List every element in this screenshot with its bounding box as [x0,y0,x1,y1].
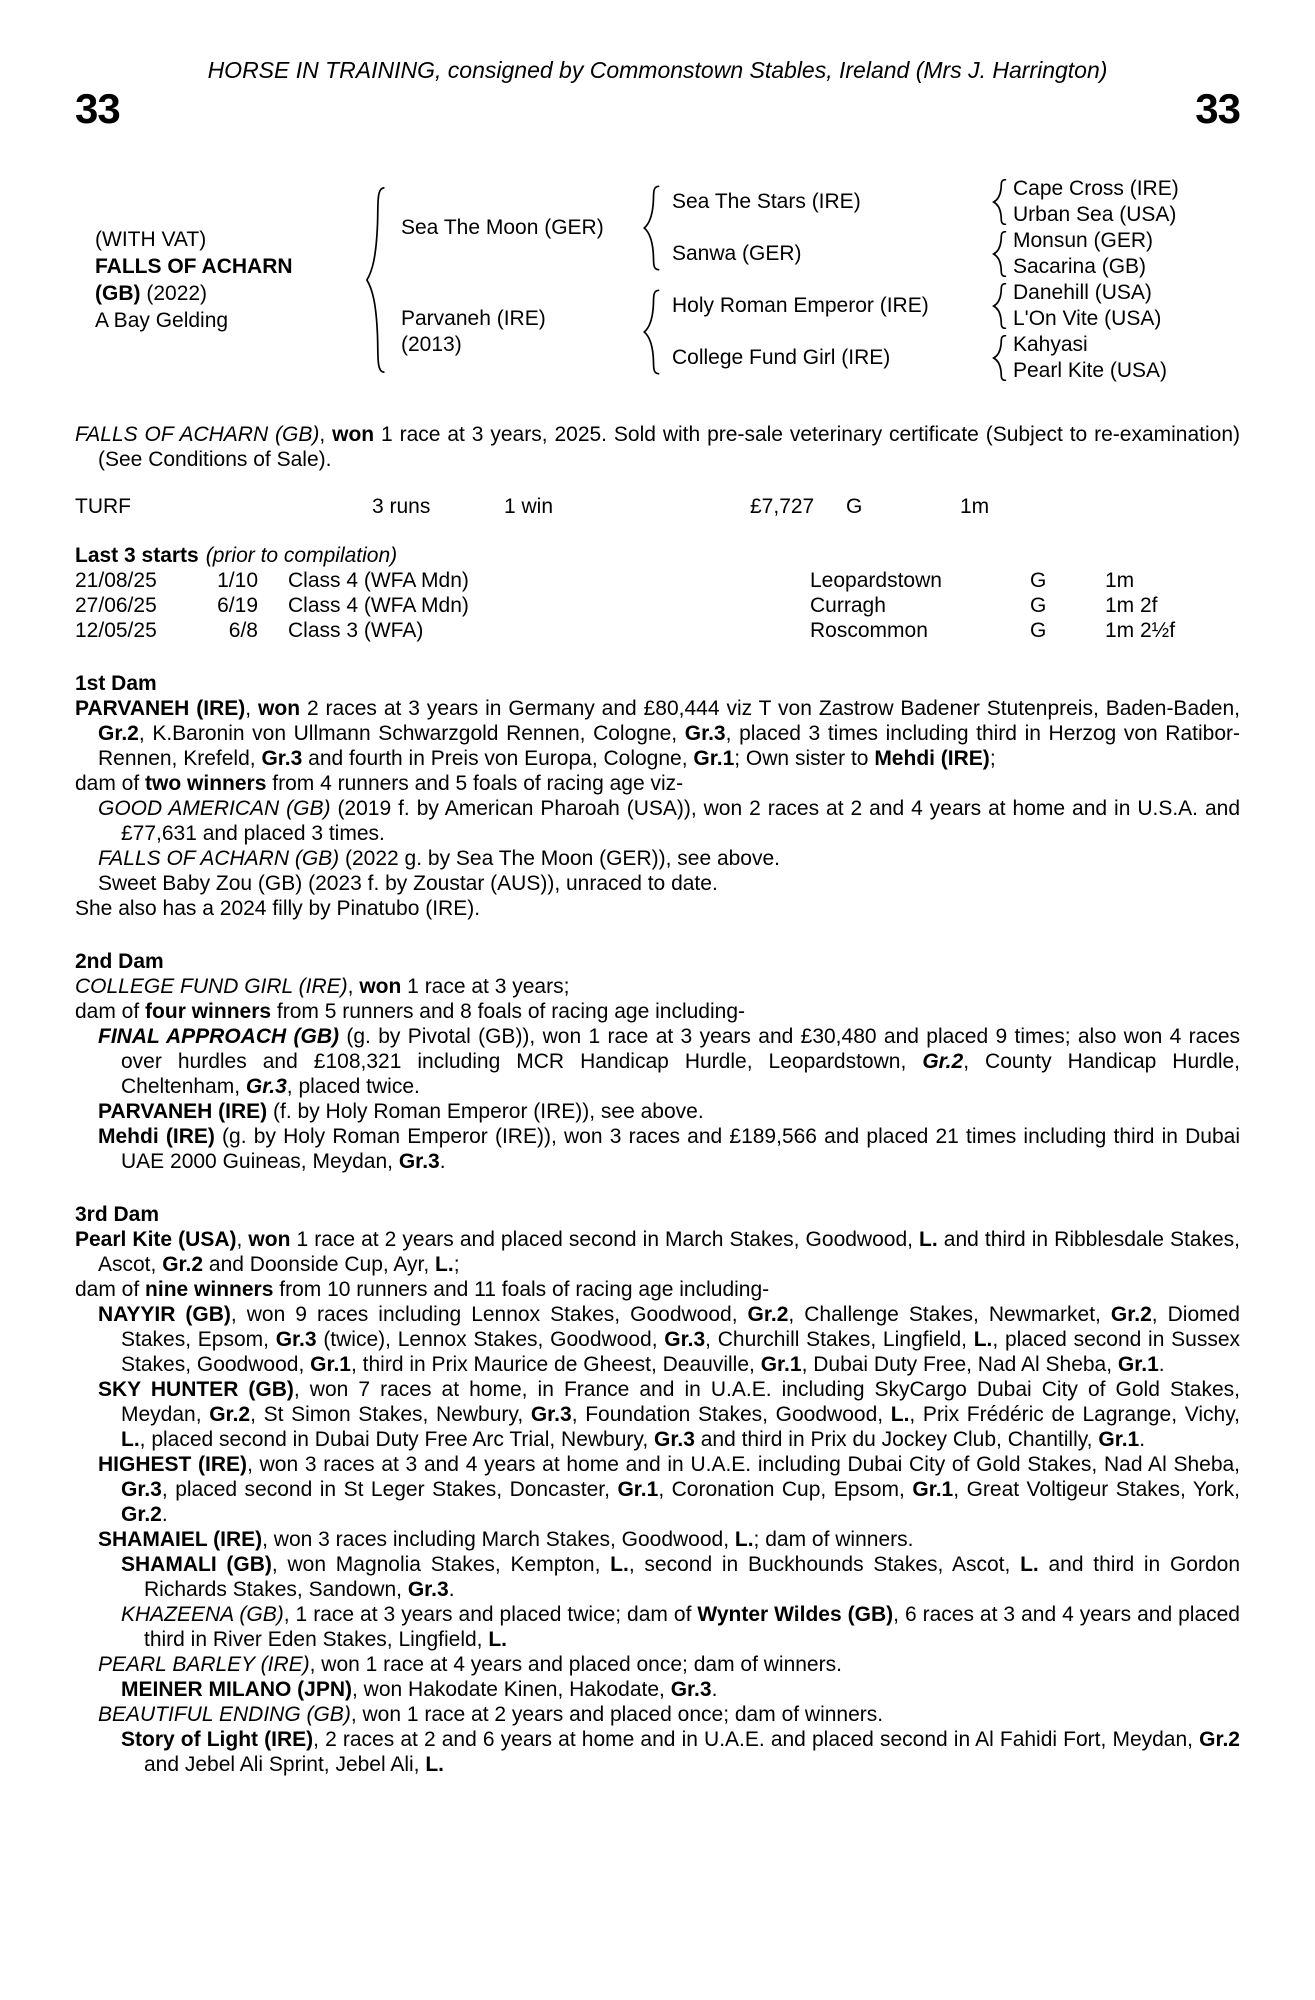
pedigree-brace-sire-sire [991,179,1009,225]
pedigree-brace-gen1 [363,185,389,375]
sire-dam-quarter [663,228,1179,280]
lot-number-row [75,85,1240,132]
progeny-entry: Sweet Baby Zou (GB) (2023 f. by Zoustar (AUS)), unraced to date. [98,872,718,895]
going: G [1030,594,1047,617]
distance-value: 1m [960,495,990,518]
ancestor-name: Pearl Kite (USA) [1013,359,1168,382]
dam-half [389,280,1179,384]
progeny-entry: FINAL APPROACH (GB) (g. by Pivotal (GB)), won 1 race at 3 years and £30,480 and placed 9 times; also won 4 races over hurdles and £108,321 including MCR Handicap Hurdle, Leopardstown, Gr.2, County Handicap Hurdle, Cheltenham, Gr.3, placed twice. [98,1025,1240,1098]
progeny-entry: SKY HUNTER (GB), won 7 races at home, in France and in U.A.E. including SkyCargo Dubai City of Gold Stakes, Meydan, Gr.2, St Simon Stakes, Newbury, Gr.3, Foundation Stakes, Goodwood, L., Prix Frédéric de Lagrange, Vichy, L., placed second in Dubai Duty Free Arc Trial, Newbury, Gr.3 and third in Prix du Jockey Club, Chantilly, Gr.1. [98,1378,1240,1451]
last-3-starts-title: Last 3 starts (prior to compilation) [75,544,398,567]
dam-note: She also has a 2024 filly by Pinatubo (IRE). [75,897,481,920]
brace-icon [363,185,389,375]
progeny-entry: HIGHEST (IRE), won 3 races at 3 and 4 years at home and in U.A.E. including Dubai City of Gold Stakes, Nad Al Sheba, Gr.3, placed second in St Leger Stakes, Doncaster, Gr.1, Coronation Cup, Epsom, Gr.1, Great Voltigeur Stakes, York, Gr.2. [98,1453,1241,1526]
progeny-entry: FALLS OF ACHARN (GB) (2022 g. by Sea The Moon (GER)), see above. [98,847,781,870]
ancestor-name: L'On Vite (USA) [1013,307,1162,330]
dam-sire-quarter [663,280,1167,332]
progeny-entry: NAYYIR (GB), won 9 races including Lennox Stakes, Goodwood, Gr.2, Challenge Stakes, Newmarket, Gr.2, Diomed Stakes, Epsom, Gr.3 (twice), Lennox Stakes, Goodwood, Gr.3, Churchill Stakes, Lingfield, L., placed second in Sussex Stakes, Goodwood, Gr.1, third in Prix Maurice de Gheest, Deauville, Gr.1, Dubai Duty Free, Nad Al Sheba, Gr.1. [98,1303,1240,1376]
ancestor-name: Urban Sea (USA) [1013,203,1177,226]
race-class: Class 3 (WFA) [288,619,424,642]
sire-sire-parents [1009,176,1179,228]
dam-sire-name: Holy Roman Emperor (IRE) [672,294,929,317]
runs-value: 3 runs [372,495,431,518]
race-record-summary: FALLS OF ACHARN (GB), won 1 race at 3 years, 2025. Sold with pre-sale veterinary certificate (Subject to re-examination) (See Conditions of Sale). [75,423,1241,471]
pedigree-generations [389,176,1179,384]
distance: 1m 2½f [1105,619,1176,642]
third-dam-section [75,1202,1240,1777]
lot-number-left: 33 [75,85,120,132]
pedigree-brace-dam [641,289,663,375]
going-value: G [846,495,863,518]
brace-icon [991,335,1009,381]
dam-race-record: Pearl Kite (USA), won 1 race at 2 years and placed second in March Stakes, Goodwood, L. and third in Ribblesdale Stakes, Ascot, Gr.2 and Doonside Cup, Ayr, L.; [75,1228,1241,1276]
second-dam-heading: 2nd Dam [75,950,164,973]
horse-description: A Bay Gelding [95,309,229,332]
brace-icon [641,289,663,375]
grandprogeny-entry: Story of Light (IRE), 2 races at 2 and 6 years at home and in U.A.E. and placed second in Al Fahidi Fort, Meydan, Gr.2 and Jebel Ali Sprint, Jebel Ali, L. [121,1728,1240,1776]
consignor-line: HORSE IN TRAINING, consigned by Commonstown Stables, Ireland (Mrs J. Harrington) [207,57,1108,83]
horse-suffix-year: (GB) (2022) [95,282,208,305]
horse-details [75,226,363,334]
third-dam-heading: 3rd Dam [75,1203,160,1226]
brace-icon [991,231,1009,277]
dam-race-record: COLLEGE FUND GIRL (IRE), won 1 race at 3 years; [75,975,570,998]
start-date: 21/08/25 [75,569,157,592]
course: Roscommon [810,619,928,642]
dam-dam-quarter [663,332,1167,384]
dam-race-record: PARVANEH (IRE), won 2 races at 3 years in Germany and £80,444 viz T von Zastrow Badener Stutenpreis, Baden-Baden, Gr.2, K.Baronin von Ullmann Schwarzgold Rennen, Cologne, Gr.3, placed 3 times including third in Herzog von Ratibor-Rennen, Krefeld, Gr.3 and fourth in Preis von Europa, Cologne, Gr.1; Own sister to Mehdi (IRE); [75,697,1240,770]
distance: 1m [1105,569,1135,592]
course: Leopardstown [810,569,942,592]
wins-value: 1 win [504,495,554,518]
sire-dam-name: Sanwa (GER) [672,242,802,265]
pedigree-brace-dam-sire [991,283,1009,329]
ancestor-name: Danehill (USA) [1013,281,1152,304]
progeny-entry: GOOD AMERICAN (GB) (2019 f. by American Pharoah (USA)), won 2 races at 2 and 4 years at home and in U.S.A. and £77,631 and placed 3 times. [98,797,1241,845]
sire-dam-parents [1009,228,1153,280]
turf-record-row [75,494,1240,519]
pedigree-table [75,176,1240,384]
progeny-entry: SHAMAIEL (IRE), won 3 races including March Stakes, Goodwood, L.; dam of winners. [98,1528,914,1551]
finish-position: 6/19 [217,594,258,617]
sire-sire-name: Sea The Stars (IRE) [672,190,861,213]
vat-note: (WITH VAT) [95,228,207,251]
dam-sire-parents [1009,280,1161,332]
going: G [1030,569,1047,592]
finish-position: 1/10 [217,569,258,592]
second-dam-section [75,949,1240,1174]
surface-label: TURF [75,495,131,518]
progeny-entry: Mehdi (IRE) (g. by Holy Roman Emperor (IRE)), won 3 races and £189,566 and placed 21 times including third in Dubai UAE 2000 Guineas, Meydan, Gr.3. [98,1125,1240,1173]
grandprogeny-entry: MEINER MILANO (JPN), won Hakodate Kinen, Hakodate, Gr.3. [121,1678,718,1701]
progeny-entry: PEARL BARLEY (IRE), won 1 race at 4 years and placed once; dam of winners. [98,1653,842,1676]
dam-dam-name: College Fund Girl (IRE) [672,346,891,369]
progeny-entry: BEAUTIFUL ENDING (GB), won 1 race at 2 years and placed once; dam of winners. [98,1703,884,1726]
ancestor-name: Cape Cross (IRE) [1013,177,1179,200]
race-class: Class 4 (WFA Mdn) [288,594,469,617]
dam-grandparents [663,280,1167,384]
sire-sire-quarter [663,176,1179,228]
dam-dam-parents [1009,332,1167,384]
first-dam-heading: 1st Dam [75,672,157,695]
pedigree-brace-sire-dam [991,231,1009,277]
course: Curragh [810,594,886,617]
lot-number-right: 33 [1195,85,1240,132]
brace-icon [991,283,1009,329]
first-dam-section [75,671,1240,921]
grandprogeny-entry: SHAMALI (GB), won Magnolia Stakes, Kempton, L., second in Buckhounds Stakes, Ascot, L. and third in Gordon Richards Stakes, Sandown, Gr.3. [121,1553,1241,1601]
start-row [75,618,1240,643]
dam-produce-summary: dam of nine winners from 10 runners and 11 foals of racing age including- [75,1278,770,1301]
dam-name: Parvaneh (IRE) (2013) [389,306,641,358]
start-row [75,593,1240,618]
progeny-entry: PARVANEH (IRE) (f. by Holy Roman Emperor (IRE)), see above. [98,1100,704,1123]
finish-position: 6/8 [228,619,258,642]
earnings-value: £7,727 [750,495,815,518]
ancestor-name: Kahyasi [1013,333,1088,356]
pedigree-brace-dam-dam [991,335,1009,381]
sire-name: Sea The Moon (GER) [401,216,604,239]
horse-name: FALLS OF ACHARN [95,255,293,278]
ancestor-name: Monsun (GER) [1013,229,1154,252]
last-3-starts [75,543,1240,643]
going: G [1030,619,1047,642]
start-date: 12/05/25 [75,619,157,642]
ancestor-name: Sacarina (GB) [1013,255,1147,278]
dam-produce-summary: dam of four winners from 5 runners and 8 foals of racing age including- [75,1000,745,1023]
pedigree-brace-sire [641,185,663,271]
dam-produce-summary: dam of two winners from 4 runners and 5 foals of racing age viz- [75,772,684,795]
brace-icon [991,179,1009,225]
brace-icon [641,185,663,271]
sire-grandparents [663,176,1179,280]
start-row [75,568,1240,593]
race-class: Class 4 (WFA Mdn) [288,569,469,592]
distance: 1m 2f [1105,594,1158,617]
start-date: 27/06/25 [75,594,157,617]
grandprogeny-entry: KHAZEENA (GB), 1 race at 3 years and placed twice; dam of Wynter Wildes (GB), 6 races at 3 and 4 years and placed third in River Eden Stakes, Lingfield, L. [121,1603,1240,1651]
sire-half [389,176,1179,280]
dam-year: (2013) [401,333,462,356]
